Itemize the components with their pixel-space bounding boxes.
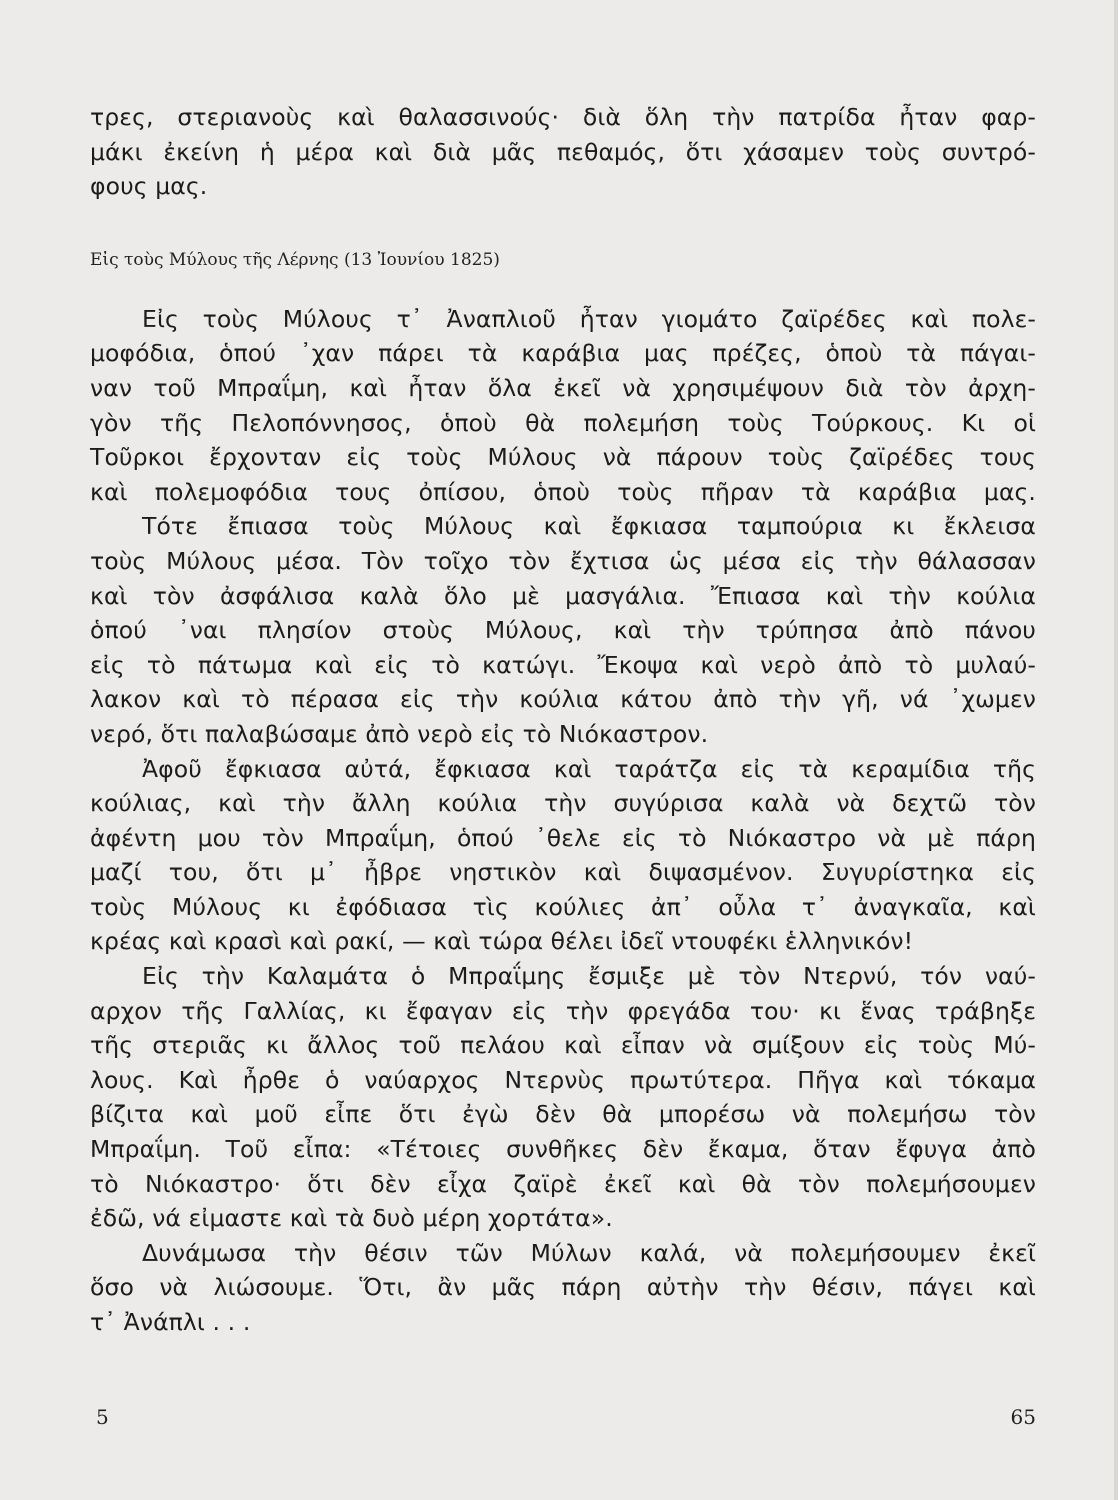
- text-line: Τότε ἔπιασα τοὺς Μύλους καὶ ἔφκιασα ταμπούρια κι ἔκλεισα: [142, 512, 1036, 541]
- text-line: λους. Καὶ ἦρθε ὁ ναύαρχος Ντερνὺς πρωτύτερα. Πῆγα καὶ τόκαμα: [90, 1065, 1036, 1094]
- text-line: ἐδῶ, νά εἰμαστε καὶ τὰ δυὸ μέρη χορτάτα».: [90, 1204, 613, 1233]
- section-heading: Εἰς τοὺς Μύλους τῆς Λέρνης (13 Ἰουνίου 1825): [90, 249, 500, 270]
- text-line: φους μας.: [90, 172, 208, 201]
- text-line: Ἀφοῦ ἔφκιασα αὐτά, ἔφκιασα καὶ ταράτζα εἰς τὰ κεραμίδια τῆς: [142, 754, 1036, 783]
- text-line: κούλιας, καὶ τὴν ἄλλη κούλια τὴν συγύρισα καλὰ νὰ δεχτῶ τὸν: [90, 789, 1036, 818]
- text-line: Τοῦρκοι ἔρχονταν εἰς τοὺς Μύλους νὰ πάρουν τοὺς ζαϊρέδες τους: [90, 443, 1036, 472]
- page-number: 65: [1010, 1405, 1036, 1429]
- text-line: μάκι ἐκείνη ἡ μέρα καὶ διὰ μᾶς πεθαμός, ὅτι χάσαμεν τοὺς συντρό-: [90, 137, 1036, 166]
- text-line: Εἰς τοὺς Μύλους τ᾽ Ἀναπλιοῦ ἦταν γιομάτο ζαϊρέδες καὶ πολε-: [142, 304, 1036, 333]
- text-line: καὶ πολεμοφόδια τους ὀπίσου, ὁποὺ τοὺς πῆραν τὰ καράβια μας.: [90, 477, 1036, 506]
- paragraph-4: [90, 959, 1036, 1236]
- paragraph-3: [90, 752, 1036, 960]
- text-line: ναν τοῦ Μπραΐμη, καὶ ἦταν ὅλα ἐκεῖ νὰ χρησιμέψουν διὰ τὸν ἀρχη-: [90, 373, 1036, 402]
- continued-paragraph: [90, 100, 1036, 204]
- text-line: εἰς τὸ πάτωμα καὶ εἰς τὸ κατώγι. Ἔκοψα καὶ νερὸ ἀπὸ τὸ μυλαύ-: [90, 650, 1036, 679]
- text-line: ὁπού ᾽ναι πλησίον στοὺς Μύλους, καὶ τὴν τρύπησα ἀπὸ πάνου: [90, 616, 1036, 645]
- text-line: ἀφέντη μου τὸν Μπραΐμη, ὁπού ᾽θελε εἰς τὸ Νιόκαστρο νὰ μὲ πάρη: [90, 823, 1036, 852]
- paragraph-2: [90, 509, 1036, 751]
- text-line: γὸν τῆς Πελοπόννησος, ὁποὺ θὰ πολεμήση τοὺς Τούρκους. Κι οἱ: [90, 408, 1036, 437]
- text-line: μαζί του, ὅτι μ᾽ ἦβρε νηστικὸν καὶ διψασμένον. Συγυρίστηκα εἰς: [90, 858, 1036, 887]
- signature-mark: 5: [96, 1405, 109, 1429]
- text-line: μοφόδια, ὁπού ᾽χαν πάρει τὰ καράβια μας πρέζες, ὁποὺ τὰ πάγαι-: [90, 339, 1036, 368]
- text-line: ὅσο νὰ λιώσουμε. Ὅτι, ἂν μᾶς πάρη αὐτὴν τὴν θέσιν, πάγει καὶ: [90, 1273, 1036, 1302]
- page-edge: [1114, 0, 1118, 1500]
- text-line: νερό, ὅτι παλαβώσαμε ἀπὸ νερὸ εἰς τὸ Νιόκαστρον.: [90, 719, 709, 748]
- text-line: Δυνάμωσα τὴν θέσιν τῶν Μύλων καλά, νὰ πολεμήσουμεν ἐκεῖ: [142, 1238, 1036, 1267]
- body-text: [90, 100, 1036, 1340]
- text-line: τῆς στεριᾶς κι ἄλλος τοῦ πελάου καὶ εἶπαν νὰ σμίξουν εἰς τοὺς Μύ-: [90, 1031, 1036, 1060]
- text-line: τρες, στεριανοὺς καὶ θαλασσινούς· διὰ ὅλη τὴν πατρίδα ἦταν φαρ-: [90, 103, 1036, 131]
- text-line: τ᾽ Ἀνάπλι . . .: [90, 1308, 251, 1336]
- text-line: κρέας καὶ κρασὶ καὶ ρακί, — καὶ τώρα θέλει ἰδεῖ ντουφέκι ἑλληνικόν!: [90, 927, 914, 956]
- paragraph-1: [90, 302, 1036, 510]
- text-line: λακον καὶ τὸ πέρασα εἰς τὴν κούλια κάτου ἀπὸ τὴν γῆ, νά ᾽χωμεν: [90, 685, 1036, 714]
- text-line: Μπραΐμη. Τοῦ εἶπα: «Τέτοιες συνθῆκες δὲν ἔκαμα, ὅταν ἔφυγα ἀπὸ: [90, 1135, 1036, 1164]
- paragraph-5: [90, 1236, 1036, 1340]
- text-line: Εἰς τὴν Καλαμάτα ὁ Μπραΐμης ἔσμιξε μὲ τὸν Ντερνύ, τόν ναύ-: [142, 962, 1036, 991]
- text-line: τοὺς Μύλους μέσα. Τὸν τοῖχο τὸν ἔχτισα ὡς μέσα εἰς τὴν θάλασσαν: [90, 546, 1036, 575]
- text-line: βίζιτα καὶ μοῦ εἶπε ὅτι ἐγὼ δὲν θὰ μπορέσω νὰ πολεμήσω τὸν: [90, 1100, 1036, 1129]
- text-line: τὸ Νιόκαστρο· ὅτι δὲν εἶχα ζαϊρὲ ἐκεῖ καὶ θὰ τὸν πολεμήσουμεν: [90, 1169, 1036, 1198]
- text-line: τοὺς Μύλους κι ἐφόδιασα τὶς κούλιες ἀπ᾽ οὖλα τ᾽ ἀναγκαῖα, καὶ: [90, 892, 1036, 921]
- text-line: καὶ τὸν ἀσφάλισα καλὰ ὅλο μὲ μασγάλια. Ἔπιασα καὶ τὴν κούλια: [90, 581, 1036, 610]
- text-line: αρχον τῆς Γαλλίας, κι ἔφαγαν εἰς τὴν φρεγάδα του· κι ἕνας τράβηξε: [90, 996, 1036, 1025]
